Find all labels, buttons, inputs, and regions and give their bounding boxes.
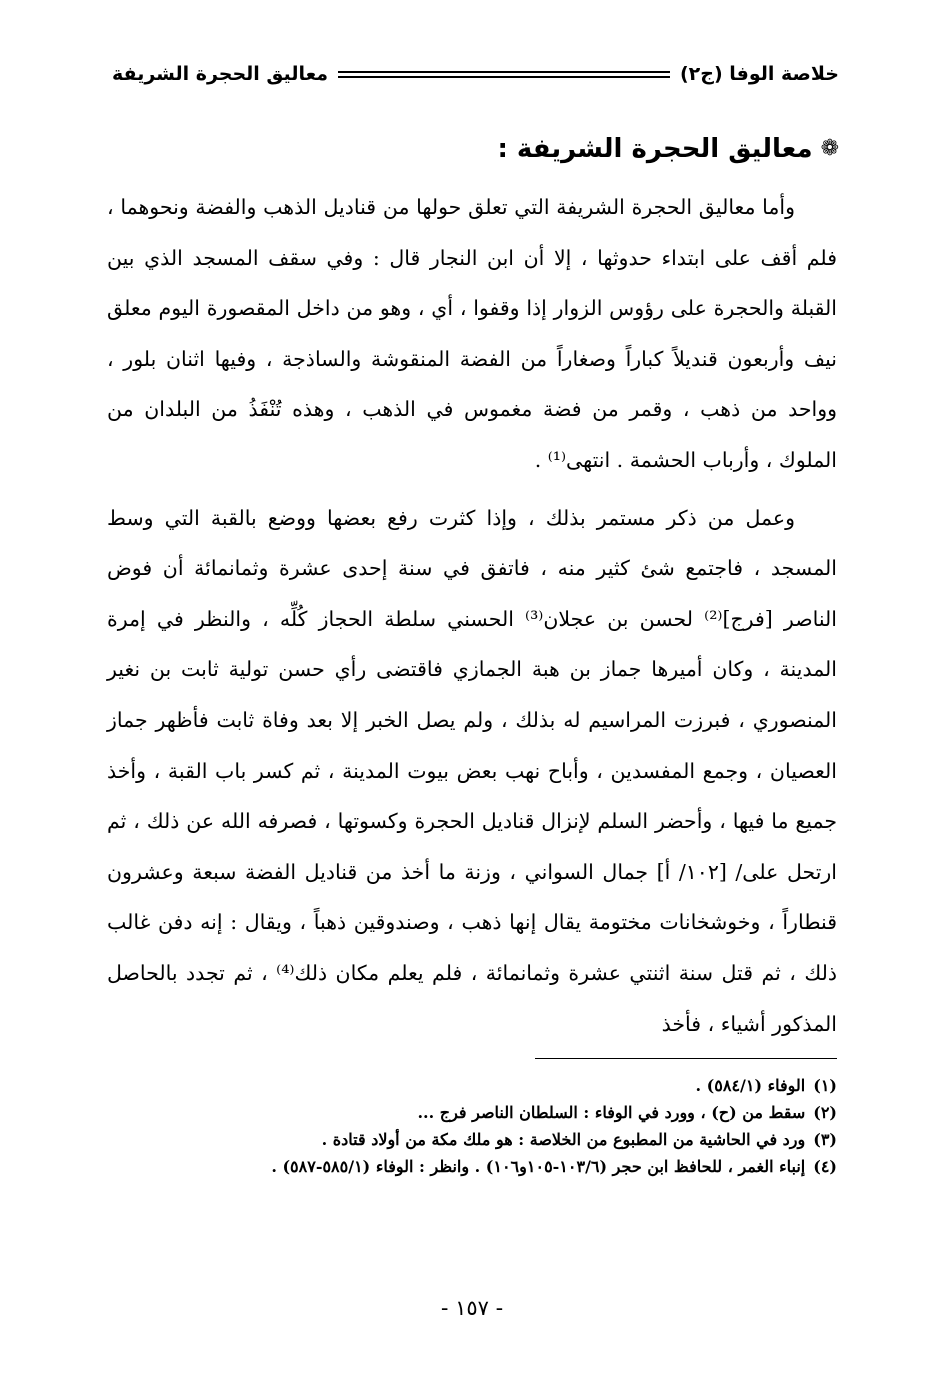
footnote-4 <box>107 1153 837 1180</box>
footnote-text: الوفاء (٥٨٤/١) . <box>695 1076 806 1095</box>
footnote-number: (١) <box>813 1076 837 1095</box>
paragraph-1: وأما معاليق الحجرة الشريفة التي تعلق حولها من قناديل الذهب والفضة ونحوهما ، فلم أقف على ابتداء حدوثها ، إلا أن ابن النجار قال : وفي سقف المسجد الذي بين القبلة والحجرة على رؤوس الزوار إذا وقفوا ، أي ، وهو من داخل المقصورة اليوم معلق نيف وأربعون قنديلاً كباراً وصغاراً من الفضة المنقوشة والساذجة ، وفيها اثنان بلور ، وواحد من ذهب ، وقمر من فضة مغموس في الذهب ، وهذه تُنْفَذُ من البلدان من الملوك ، وأرباب الحشمة . انتهى⁽¹⁾ . <box>107 195 837 472</box>
header-section-title: معاليق الحجرة الشريفة <box>112 63 329 85</box>
footnote-separator <box>535 1058 837 1059</box>
footnote-number: (٢) <box>813 1103 837 1122</box>
section-heading-text: معاليق الحجرة الشريفة : <box>497 134 813 164</box>
flower-ornament-icon: ❁ <box>820 136 839 161</box>
header-rule <box>338 71 670 78</box>
footnote-text: إنباء الغمر ، للحافظ ابن حجر (١٠٣/٦-١٠٥و١٠٦) . وانظر : الوفاء (٥٨٥/١-٥٨٧) . <box>271 1157 806 1176</box>
footnote-text: ورد في الحاشية من المطبوع من الخلاصة : هو ملك مكة من أولاد قتادة . <box>321 1130 806 1149</box>
footnote-2 <box>107 1099 837 1126</box>
page-number: - ١٥٧ - <box>440 1296 504 1320</box>
footnote-3 <box>107 1126 837 1153</box>
footnotes <box>107 1072 837 1180</box>
running-header <box>112 58 839 90</box>
header-book-title: خلاصة الوفا (ج٢) <box>679 63 839 85</box>
body-text <box>107 182 837 1049</box>
footnote-text: سقط من (ح) ، وورد في الوفاء : السلطان الناصر فرج ... <box>417 1103 806 1122</box>
footnote-number: (٣) <box>813 1130 837 1149</box>
footnote-1 <box>107 1072 837 1099</box>
section-heading <box>497 134 839 164</box>
paragraph-2: وعمل من ذكر مستمر بذلك ، وإذا كثرت رفع بعضها ووضع بالقبة التي وسط المسجد ، فاجتمع شئ كثير منه ، فاتفق في سنة إحدى عشرة وثمانمائة أن فوض الناصر [فرج]⁽²⁾ لحسن بن عجلان⁽³⁾ الحسني سلطة الحجاز كُلِّه ، والنظر في إمرة المدينة ، وكان أميرها جماز بن هبة الجمازي فاقتضى رأي حسن تولية ثابت بن نغير المنصوري ، فبرزت المراسيم له بذلك ، ولم يصل الخبر إلا بعد وفاة ثابت فأظهر جماز العصيان ، وجمع المفسدين ، وأباح نهب بعض بيوت المدينة ، ثم كسر باب القبة ، وأخذ جميع ما فيها ، وأحضر السلم لإنزال قناديل الحجرة وكسوتها ، فصرفه الله عن ذلك ، ثم ارتحل على/ [١٠٢/ أ] جمال السواني ، وزنة ما أخذ من قناديل الفضة سبعة وعشرون قنطاراً ، وخوشخانات مختومة يقال إنها ذهب ، وصندوقين ذهباً ، ويقال : إنه دفن غالب ذلك ، ثم قتل سنة اثنتي عشرة وثمانمائة ، فلم يعلم مكان ذلك⁽⁴⁾ ، ثم تجدد بالحاصل المذكور أشياء ، فأخذ <box>107 505 838 1036</box>
footnote-number: (٤) <box>813 1157 837 1176</box>
